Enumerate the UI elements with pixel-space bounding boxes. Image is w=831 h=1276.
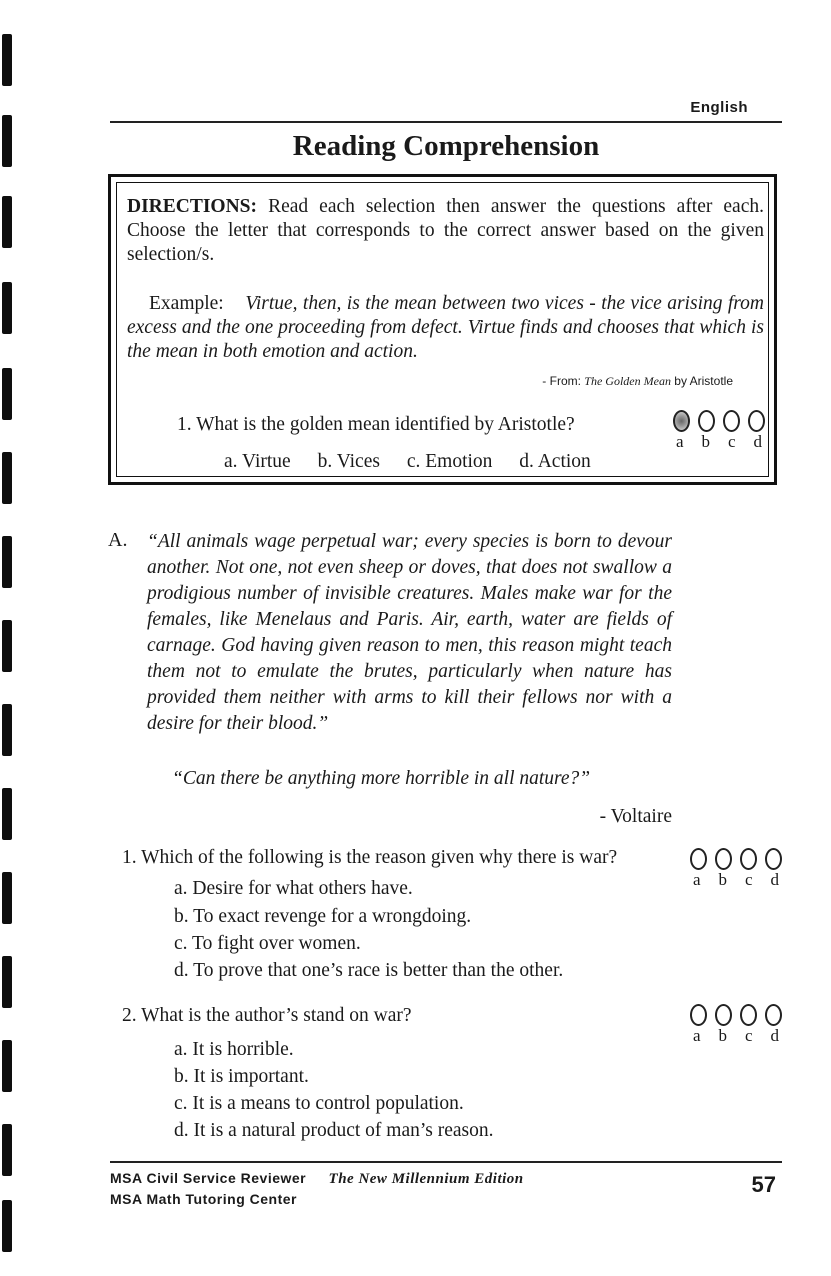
bubble-letter: b	[701, 432, 711, 451]
bubble-letter: d	[770, 1026, 779, 1045]
answer-bubble-d[interactable]	[765, 1004, 782, 1026]
example-answer-bubbles	[671, 410, 767, 451]
binding-strip	[0, 0, 40, 1276]
answer-bubble-a[interactable]	[690, 1004, 707, 1026]
question-1-option-d: d. To prove that one’s race is better than the other.	[174, 960, 564, 981]
question-2-text: 2. What is the author’s stand on war?	[122, 1005, 412, 1026]
bubble-letter: c	[744, 870, 753, 889]
source-prefix: - From:	[542, 374, 581, 388]
binding-hole	[2, 1040, 12, 1092]
directions-inner-frame	[116, 182, 769, 477]
bubble-letter: c	[744, 1026, 753, 1045]
binding-hole	[2, 788, 12, 840]
footer-org: MSA Civil Service Reviewer	[110, 1170, 307, 1186]
binding-hole	[2, 872, 12, 924]
answer-bubble-b[interactable]	[715, 1004, 732, 1026]
binding-hole	[2, 1200, 12, 1252]
directions-box	[108, 174, 777, 485]
binding-hole	[2, 536, 12, 588]
selection-letter: A.	[108, 529, 128, 551]
question-2-option-d: d. It is a natural product of man’s reason.	[174, 1120, 494, 1141]
binding-hole	[2, 282, 12, 334]
example-label: Example:	[149, 293, 224, 314]
binding-hole	[2, 452, 12, 504]
footer-line-1	[110, 1170, 524, 1188]
binding-hole	[2, 196, 12, 248]
answer-bubble-c[interactable]	[740, 1004, 757, 1026]
example-quote: Virtue, then, is the mean between two vices - the vice arising from excess and the one proceeding from defect. Virtue finds and chooses that which is the mean in both emotion and action.	[127, 293, 765, 362]
selection-author: - Voltaire	[599, 806, 672, 827]
footer-edition: The New Millennium Edition	[328, 1171, 524, 1187]
question-2-option-c: c. It is a means to control population.	[174, 1093, 464, 1114]
binding-hole	[2, 620, 12, 672]
answer-bubble-a-filled[interactable]	[673, 410, 690, 432]
directions-text	[127, 195, 764, 267]
bubble-letter: b	[718, 1026, 728, 1045]
directions-label: DIRECTIONS:	[127, 196, 258, 217]
directions-body: Read each selection then answer the questions after each. Choose the letter that corresponds to the correct answer based on the given selection/s.	[127, 196, 764, 265]
answer-bubble-b[interactable]	[715, 848, 732, 870]
binding-hole	[2, 956, 12, 1008]
option-b: b. Vices	[317, 451, 380, 472]
answer-bubble-d[interactable]	[748, 410, 765, 432]
example-options	[224, 450, 613, 474]
option-a: a. Virtue	[224, 451, 291, 472]
binding-hole	[2, 34, 12, 86]
option-d: d. Action	[519, 451, 591, 472]
option-c: c. Emotion	[406, 451, 493, 472]
question-2-option-a: a. It is horrible.	[174, 1039, 294, 1060]
bubble-letter: d	[770, 870, 779, 889]
bubble-letter: b	[718, 870, 728, 889]
bubble-letter: a	[693, 870, 701, 889]
binding-hole	[2, 368, 12, 420]
bubble-letter: d	[753, 432, 762, 451]
question-1-option-b: b. To exact revenge for a wrongdoing.	[174, 906, 472, 927]
source-author: by Aristotle	[674, 374, 733, 388]
question-2-option-b: b. It is important.	[174, 1066, 309, 1087]
source-title: The Golden Mean	[584, 374, 671, 388]
example-source	[542, 374, 733, 389]
section-label: English	[690, 99, 748, 116]
binding-hole	[2, 115, 12, 167]
bubble-letter: a	[693, 1026, 701, 1045]
selection-quote: “Can there be anything more horrible in all nature?”	[172, 768, 591, 789]
example-question: 1. What is the golden mean identified by Aristotle?	[177, 414, 575, 435]
question-2-answer-bubbles	[688, 1004, 784, 1045]
bubble-letter: c	[727, 432, 736, 451]
binding-hole	[2, 704, 12, 756]
answer-bubble-b[interactable]	[698, 410, 715, 432]
footer-line-2: MSA Math Tutoring Center	[110, 1191, 297, 1207]
question-1-option-c: c. To fight over women.	[174, 933, 361, 954]
answer-bubble-a[interactable]	[690, 848, 707, 870]
bubble-letter: a	[676, 432, 684, 451]
page-title: Reading Comprehension	[292, 130, 600, 162]
page-number: 57	[751, 1172, 776, 1197]
binding-hole	[2, 1124, 12, 1176]
answer-bubble-c[interactable]	[723, 410, 740, 432]
question-1-text: 1. Which of the following is the reason given why there is war?	[122, 847, 618, 868]
question-1-option-a: a. Desire for what others have.	[174, 878, 413, 899]
answer-bubble-c[interactable]	[740, 848, 757, 870]
footer-rule	[110, 1161, 782, 1163]
example-paragraph	[127, 292, 764, 364]
question-1-answer-bubbles	[688, 848, 784, 889]
page-header	[110, 97, 782, 123]
answer-bubble-d[interactable]	[765, 848, 782, 870]
selection-passage: “All animals wage perpetual war; every species is born to devour another. Not one, not even sheep or doves, that does not swallow a prodigious number of invisible creatures. Males make war for the females, like Menelaus and Paris. Air, earth, water are fields of carnage. God having given reason to men, this reason might teach them not to emulate the brutes, particularly when nature has provided them neither with arms to kill their fellows nor with a desire for their blood.”	[147, 531, 672, 734]
